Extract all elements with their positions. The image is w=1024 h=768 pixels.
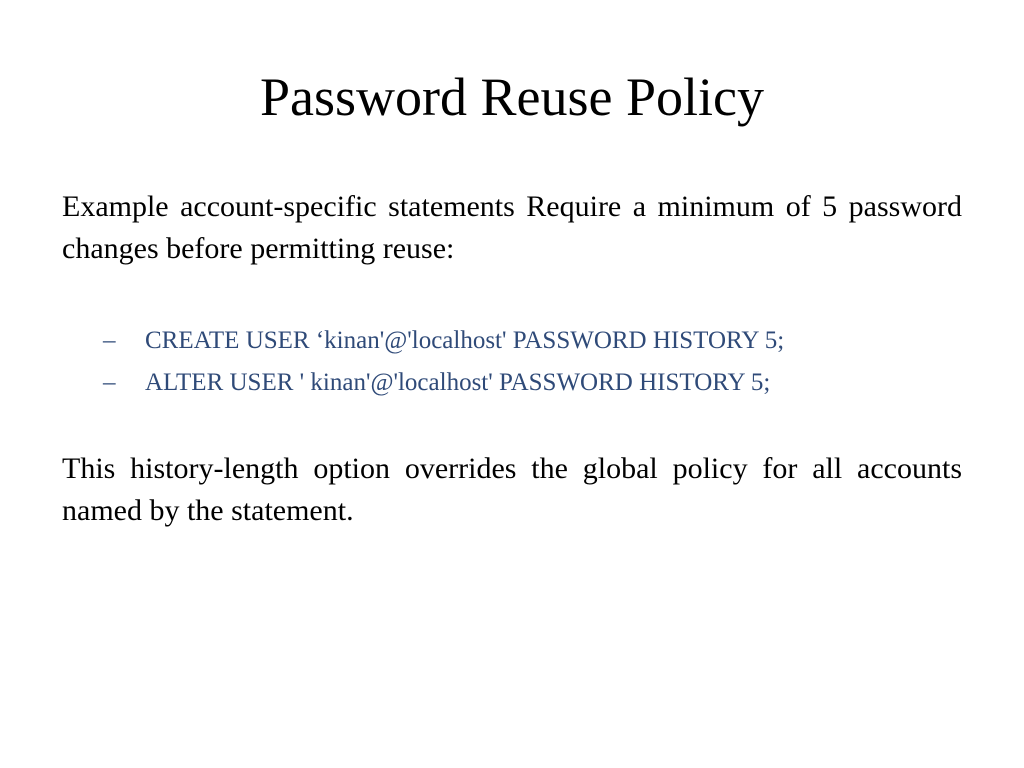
slide-title: Password Reuse Policy	[260, 67, 764, 127]
create-user-statement: CREATE USER ‘kinan'@'localhost' PASSWORD HISTORY 5;	[145, 327, 785, 354]
list-item-alter-user	[0, 362, 1024, 404]
intro-paragraph: Example account-specific statements Require a minimum of 5 password changes before permitting reuse:	[62, 190, 962, 265]
dash-bullet-icon: –	[103, 327, 116, 354]
dash-bullet-icon: –	[103, 369, 116, 396]
alter-user-statement: ALTER USER ' kinan'@'localhost' PASSWORD HISTORY 5;	[145, 369, 771, 396]
sql-example-list	[0, 320, 1024, 404]
closing-paragraph: This history-length option overrides the global policy for all accounts named by the statement.	[62, 452, 962, 527]
list-item-create-user	[0, 320, 1024, 362]
